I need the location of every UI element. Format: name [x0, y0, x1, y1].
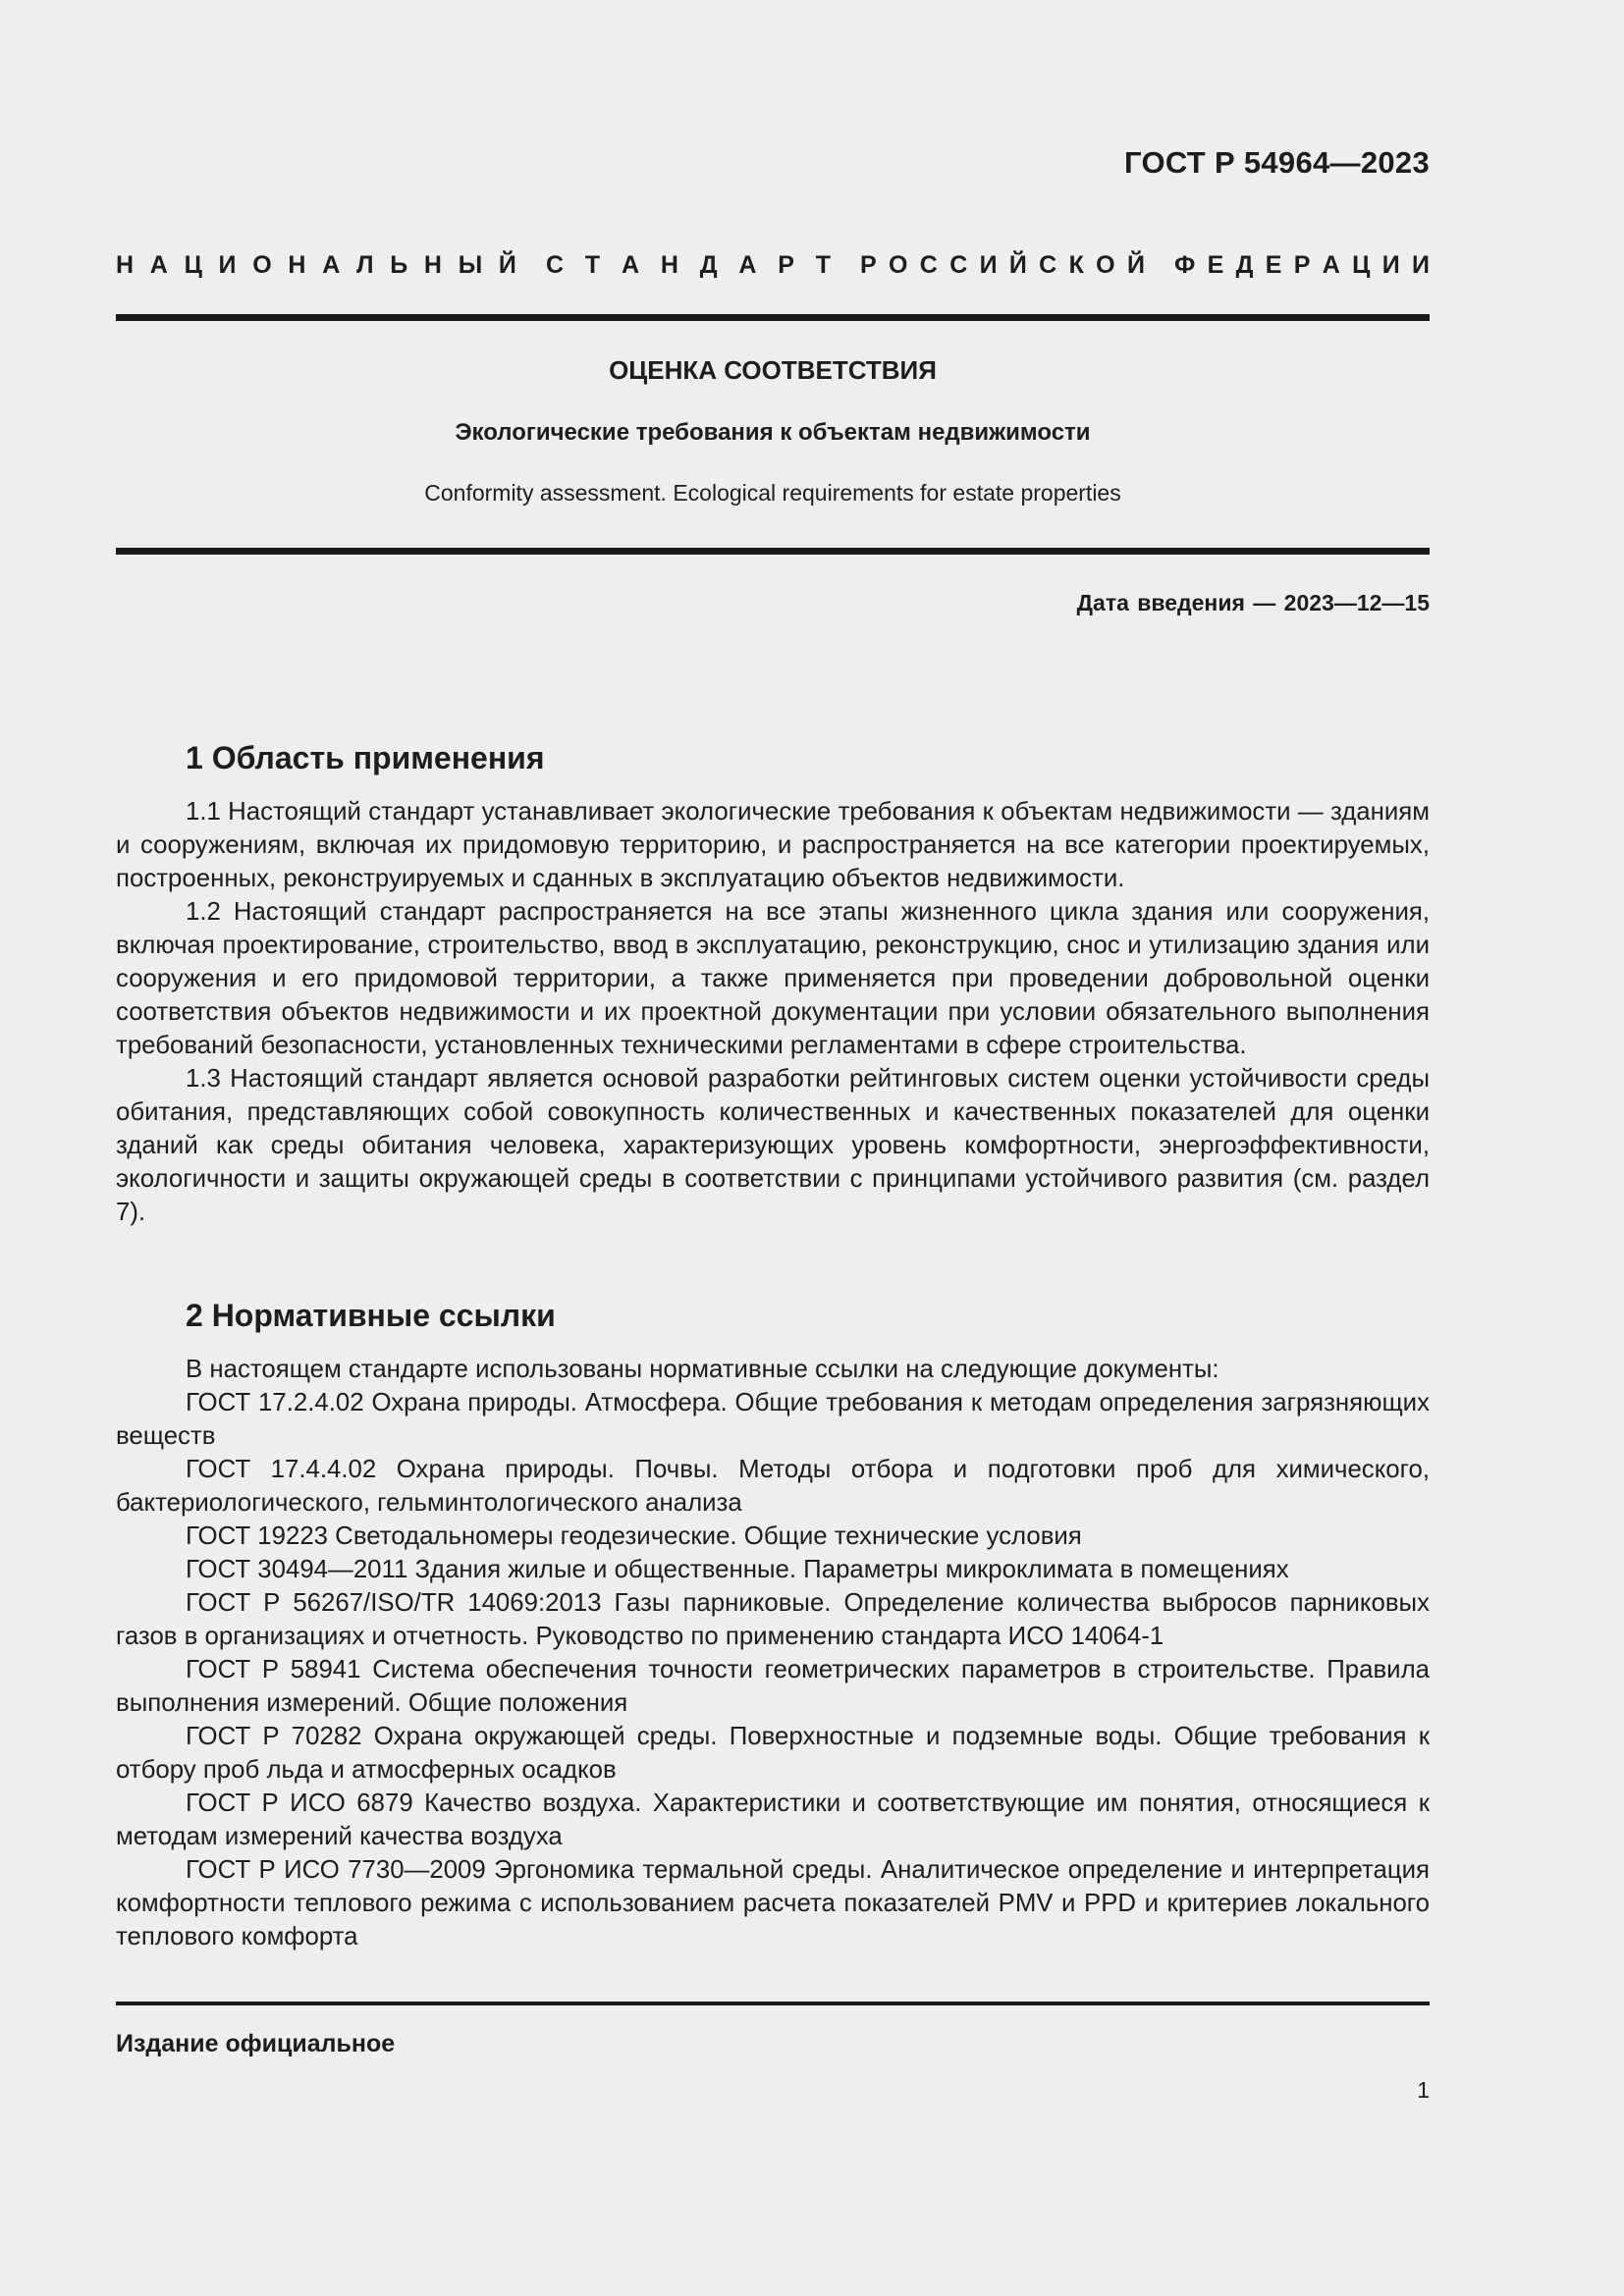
banner-word: Ф Е Д Е Р А Ц И И: [1174, 251, 1430, 279]
paragraph: 1.3 Настоящий стандарт является основой разработки рейтинговых систем оценки устойчивости среды обитания, представляющих собой совокупность количественных и качественных показателей для оценки зданий как среды обитания человека, характеризующих уровень комфортности, энергоэффективности, экологичности и защиты окружающей среды в соответствии с принципами устойчивого развития (см. раздел 7).: [116, 1065, 1430, 1226]
top-divider: [116, 314, 1430, 321]
reference-item: ГОСТ 17.2.4.02 Охрана природы. Атмосфера. Общие требования к методам определения загрязняющих веществ: [116, 1389, 1430, 1450]
section-heading-scope: 1 Область применения: [186, 740, 545, 775]
paragraph: В настоящем стандарте использованы нормативные ссылки на следующие документы:: [186, 1356, 1219, 1383]
reference-item: ГОСТ Р ИСО 7730—2009 Эргономика термальной среды. Аналитическое определение и интерпретация комфортности теплового режима с использованием расчета показателей PMV и PPD и критериев локального теплового комфорта: [116, 1856, 1430, 1950]
english-title: Conformity assessment. Ecological requirements for estate properties: [424, 480, 1121, 506]
paragraph: 1.1 Настоящий стандарт устанавливает экологические требования к объектам недвижимости — зданиям и сооружениям, включая их придомовую территорию, и распространяется на все категории проектируемых, построенных, реконструируемых и сданных в эксплуатацию объектов недвижимости.: [116, 798, 1430, 892]
document-page: [116, 0, 1430, 2296]
banner-word: Н А Ц И О Н А Л Ь Н Ы Й: [116, 251, 516, 279]
reference-item: ГОСТ Р 56267/ISO/TR 14069:2013 Газы парниковые. Определение количества выбросов парниковых газов в организациях и отчетность. Руководство по применению стандарта ИСО 14064-1: [116, 1589, 1430, 1650]
paragraph: 1.2 Настоящий стандарт распространяется на все этапы жизненного цикла здания или сооружения, включая проектирование, строительство, ввод в эксплуатацию, реконструкцию, снос и утилизацию здания или сооружения и его придомовой территории, а также применяется при проведении добровольной оценки соответствия объектов недвижимости и их проектной документации при условии обязательного выполнения требований безопасности, установленных техническими регламентами в сфере строительства.: [116, 898, 1430, 1059]
reference-item: ГОСТ 30494—2011 Здания жилые и общественные. Параметры микроклимата в помещениях: [186, 1556, 1289, 1583]
document-subtitle: Экологические требования к объектам недвижимости: [455, 419, 1091, 446]
document-title: ОЦЕНКА СООТВЕТСТВИЯ: [609, 355, 937, 385]
section-body-references: [116, 1353, 1430, 1953]
title-divider: [116, 548, 1430, 555]
section-body-scope: [116, 795, 1430, 1229]
reference-item: ГОСТ Р ИСО 6879 Качество воздуха. Характеристики и соответствующие им понятия, относящиеся к методам измерений качества воздуха: [116, 1789, 1430, 1850]
reference-item: ГОСТ 17.4.4.02 Охрана природы. Почвы. Методы отбора и подготовки проб для химического, бактериологического, гельминтологического анализа: [116, 1456, 1430, 1517]
reference-item: ГОСТ Р 58941 Система обеспечения точности геометрических параметров в строительстве. Правила выполнения измерений. Общие положения: [116, 1656, 1430, 1717]
footer-divider: [116, 2002, 1430, 2005]
page-number: 1: [1417, 2077, 1430, 2103]
document-number: ГОСТ Р 54964—2023: [1124, 145, 1430, 180]
reference-item: ГОСТ Р 70282 Охрана окружающей среды. Поверхностные и подземные воды. Общие требования к отбору проб льда и атмосферных осадков: [116, 1723, 1430, 1784]
banner-word: С Т А Н Д А Р Т: [546, 251, 831, 279]
introduction-date: Дата введения — 2023—12—15: [1076, 590, 1430, 615]
official-edition-label: Издание официальное: [116, 2030, 396, 2057]
section-heading-references: 2 Нормативные ссылки: [186, 1298, 556, 1333]
national-standard-banner: [116, 251, 1430, 280]
reference-item: ГОСТ 19223 Светодальномеры геодезические. Общие технические условия: [186, 1522, 1082, 1550]
banner-word: Р О С С И Й С К О Й: [860, 251, 1145, 279]
